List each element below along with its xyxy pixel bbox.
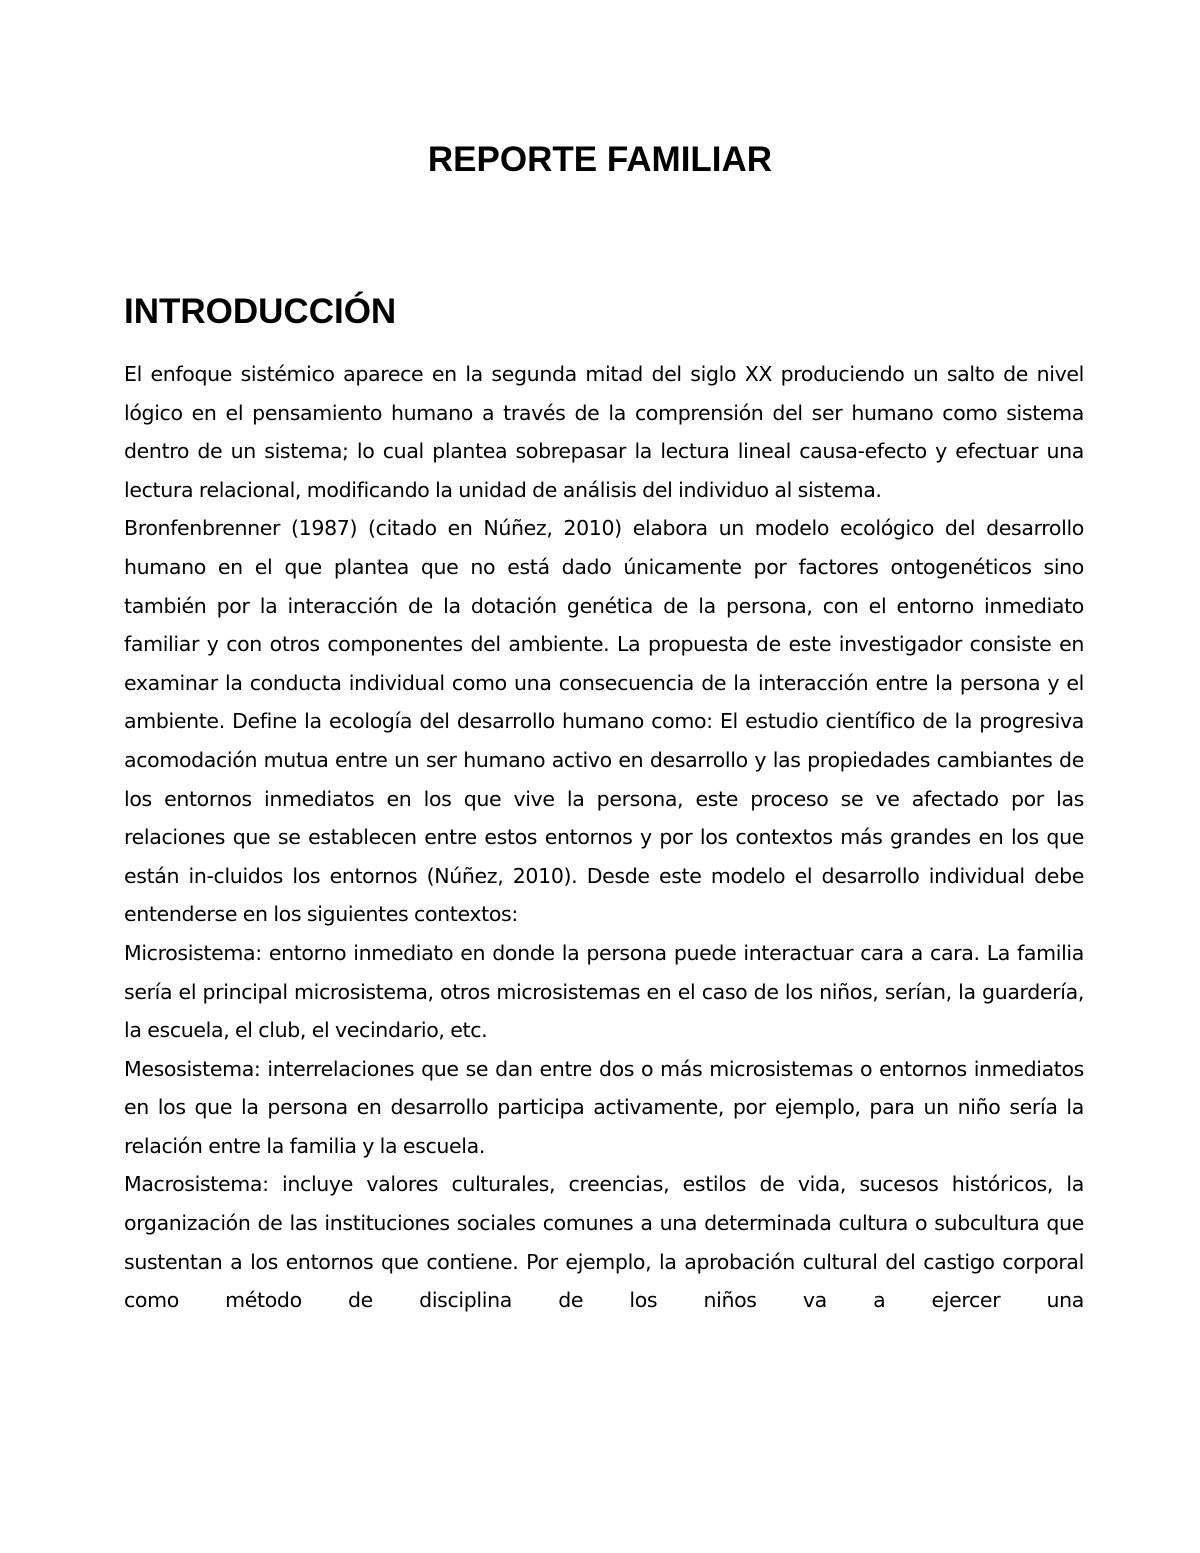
paragraph-enfoque-sistemico: El enfoque sistémico aparece en la segunda mitad del siglo XX produciendo un salto de nivel lógico en el pensamiento humano a través de la comprensión del ser humano como sistema dentro de un sistema; lo cual plantea sobrepasar la lectura lineal causa-efecto y efectuar una lectura relacional, modificando la unidad de análisis del individuo al sistema. — [124, 362, 1084, 502]
paragraph-mesosistema: Mesosistema: interrelaciones que se dan entre dos o más microsistemas o entornos inmediatos en los que la persona en desarrollo participa activamente, por ejemplo, para un niño sería la relación entre la familia y la escuela. — [124, 1056, 1084, 1158]
paragraph-microsistema: Microsistema: entorno inmediato en donde la persona puede interactuar cara a cara. La familia sería el principal microsistema, otros microsistemas en el caso de los niños, serían, la guardería, la escuela, el club, el vecindario, etc. — [124, 940, 1084, 1043]
section-heading-introduccion: INTRODUCCIÓN — [124, 292, 397, 331]
body-text — [124, 355, 1084, 1320]
document-title: REPORTE FAMILIAR — [427, 140, 773, 179]
paragraph-macrosistema: Macrosistema: incluye valores culturales, creencias, estilos de vida, sucesos históricos, la organización de las instituciones sociales comunes a una determinada cultura o subcultura que sustentan a los entornos que contiene. Por ejemplo, la aprobación cultural del castigo corporal como método de disciplina de los niños va a ejercer una — [124, 1172, 1084, 1313]
paragraph-bronfenbrenner: Bronfenbrenner (1987) (citado en Núñez, 2010) elabora un modelo ecológico del desarrollo humano en el que plantea que no está dado únicamente por factores ontogenéticos sino también por la interacción de la dotación genética de la persona, con el entorno inmediato familiar y con otros componentes del ambiente. La propuesta de este investigador consiste en examinar la conducta individual como una consecuencia de la interacción entre la persona y el ambiente. Define la ecología del desarrollo humano como: El estudio científico de la progresiva acomodación mutua entre un ser humano activo en desarrollo y las propiedades cambiantes de los entornos inmediatos en los que vive la persona, este proceso se ve afectado por las relaciones que se establecen entre estos entornos y por los contextos más grandes en los que están in-cluidos los entornos (Núñez, 2010). Desde este modelo el desarrollo individual debe entenderse en los siguientes contextos: — [124, 516, 1084, 927]
